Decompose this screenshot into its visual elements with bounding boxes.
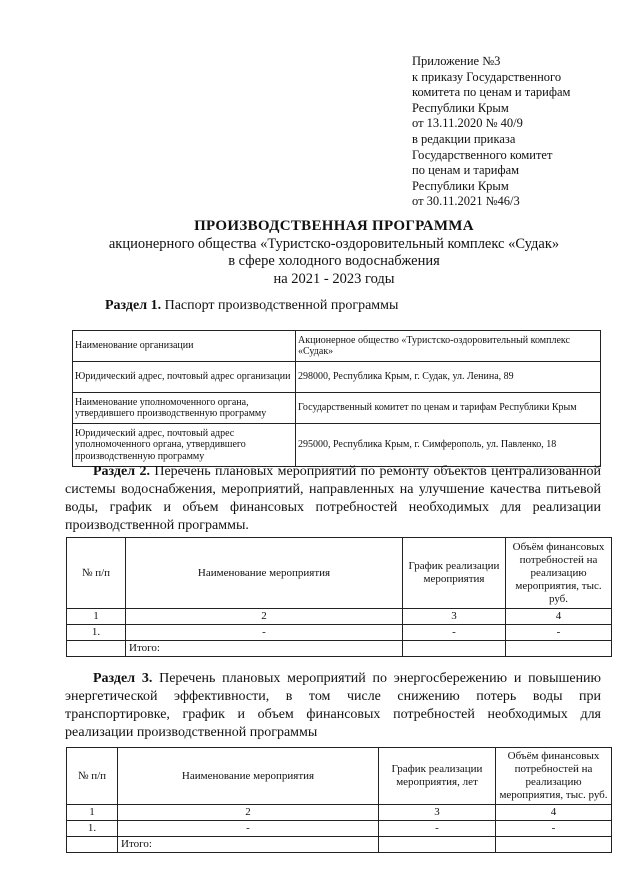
- annex-header: [412, 54, 632, 210]
- title-main: ПРОИЗВОДСТВЕННАЯ ПРОГРАММА: [194, 218, 474, 234]
- table-cell: [67, 837, 118, 853]
- table-cell: [379, 837, 496, 853]
- document-title: [64, 218, 604, 288]
- table-cell: 1.: [67, 625, 126, 641]
- table-cell: -: [403, 625, 506, 641]
- table-row: [67, 805, 612, 821]
- table-cell: [67, 641, 126, 657]
- passport-name: Юридический адрес, почтовый адрес уполномоченного органа, утвердившего производственную программу: [73, 424, 296, 467]
- section2-paragraph: [65, 463, 601, 535]
- title-line2: акционерного общества «Туристско-оздоровительный комплекс «Судак»: [108, 235, 560, 252]
- table-cell: -: [118, 821, 379, 837]
- table-total-row: [67, 641, 612, 657]
- table-row: [73, 393, 601, 424]
- title-line4: на 2021 - 2023 годы: [273, 270, 395, 287]
- passport-value: 295000, Республика Крым, г. Симферополь, ул. Павленко, 18: [296, 424, 601, 467]
- col-number: 2: [126, 609, 403, 625]
- col-number: 1: [67, 609, 126, 625]
- col-number: 3: [379, 805, 496, 821]
- annex-line: Республики Крым: [412, 178, 509, 193]
- passport-name: Наименование организации: [73, 331, 296, 362]
- table-cell: -: [126, 625, 403, 641]
- col-number: 2: [118, 805, 379, 821]
- col-header-name: Наименование мероприятия: [126, 538, 403, 609]
- section1-text: Паспорт производственной программы: [164, 298, 399, 313]
- table-header-row: [67, 538, 612, 609]
- col-header-schedule: График реализации мероприятия, лет: [379, 748, 496, 805]
- passport-name: Наименование уполномоченного органа, утвердившего производственную программу: [73, 393, 296, 424]
- annex-line: к приказу Государственного: [412, 69, 562, 84]
- section3-text: Перечень плановых мероприятий по энергосбережению и повышению энергетической эффективности, в том числе снижению потерь воды при транспортировке, график и объем финансовых потребностей необходимых для реализации производственной программы: [65, 671, 602, 740]
- table-row: [73, 362, 601, 393]
- section3-table: [66, 747, 612, 853]
- annex-line: Приложение №3: [412, 54, 501, 68]
- col-number: 4: [496, 805, 612, 821]
- table-cell: -: [496, 821, 612, 837]
- table-row: [67, 821, 612, 837]
- table-cell: -: [506, 625, 612, 641]
- annex-line: комитета по ценам и тарифам: [412, 85, 571, 100]
- col-number: 1: [67, 805, 118, 821]
- table-row: [73, 331, 601, 362]
- section3-paragraph: [65, 670, 601, 742]
- annex-line: от 30.11.2021 №46/3: [412, 194, 520, 209]
- table-total-row: [67, 837, 612, 853]
- col-header-num: № п/п: [67, 748, 118, 805]
- table-row: [67, 609, 612, 625]
- col-number: 3: [403, 609, 506, 625]
- total-label: Итого:: [118, 837, 379, 853]
- table-cell: -: [379, 821, 496, 837]
- annex-line: по ценам и тарифам: [412, 163, 520, 178]
- passport-table: [72, 330, 601, 467]
- table-header-row: [67, 748, 612, 805]
- section2-label: Раздел 2.: [93, 464, 150, 479]
- passport-value: Акционерное общество «Туристско-оздоровительный комплекс «Судак»: [296, 331, 601, 362]
- section1-label: Раздел 1.: [105, 298, 162, 313]
- col-header-finance: Объём финансовых потребностей на реализацию мероприятия, тыс. руб.: [496, 748, 612, 805]
- total-label: Итого:: [126, 641, 403, 657]
- annex-line: от 13.11.2020 № 40/9: [412, 116, 523, 131]
- section1-heading: [105, 297, 398, 315]
- table-row: [73, 424, 601, 467]
- passport-value: 298000, Республика Крым, г. Судак, ул. Ленина, 89: [296, 362, 601, 393]
- col-header-finance: Объём финансовых потребностей на реализацию мероприятия, тыс. руб.: [506, 538, 612, 609]
- passport-name: Юридический адрес, почтовый адрес организации: [73, 362, 296, 393]
- table-row: [67, 625, 612, 641]
- col-header-schedule: График реализации мероприятия: [403, 538, 506, 609]
- table-cell: [403, 641, 506, 657]
- passport-value: Государственный комитет по ценам и тарифам Республики Крым: [296, 393, 601, 424]
- table-cell: 1.: [67, 821, 118, 837]
- annex-line: в редакции приказа: [412, 131, 516, 146]
- annex-line: Республики Крым: [412, 100, 509, 115]
- section2-text: Перечень плановых мероприятий по ремонту объектов централизованной системы водоснабжения, мероприятий, направленных на улучшение качества питьевой воды, график и объем финансовых потребностей необходимых для реализации производственной программы.: [65, 464, 602, 533]
- table-cell: [496, 837, 612, 853]
- title-line3: в сфере холодного водоснабжения: [228, 253, 440, 269]
- col-number: 4: [506, 609, 612, 625]
- section3-label: Раздел 3.: [93, 671, 153, 686]
- section2-table: [66, 537, 612, 657]
- annex-line: Государственного комитет: [412, 147, 553, 162]
- col-header-num: № п/п: [67, 538, 126, 609]
- table-cell: [506, 641, 612, 657]
- col-header-name: Наименование мероприятия: [118, 748, 379, 805]
